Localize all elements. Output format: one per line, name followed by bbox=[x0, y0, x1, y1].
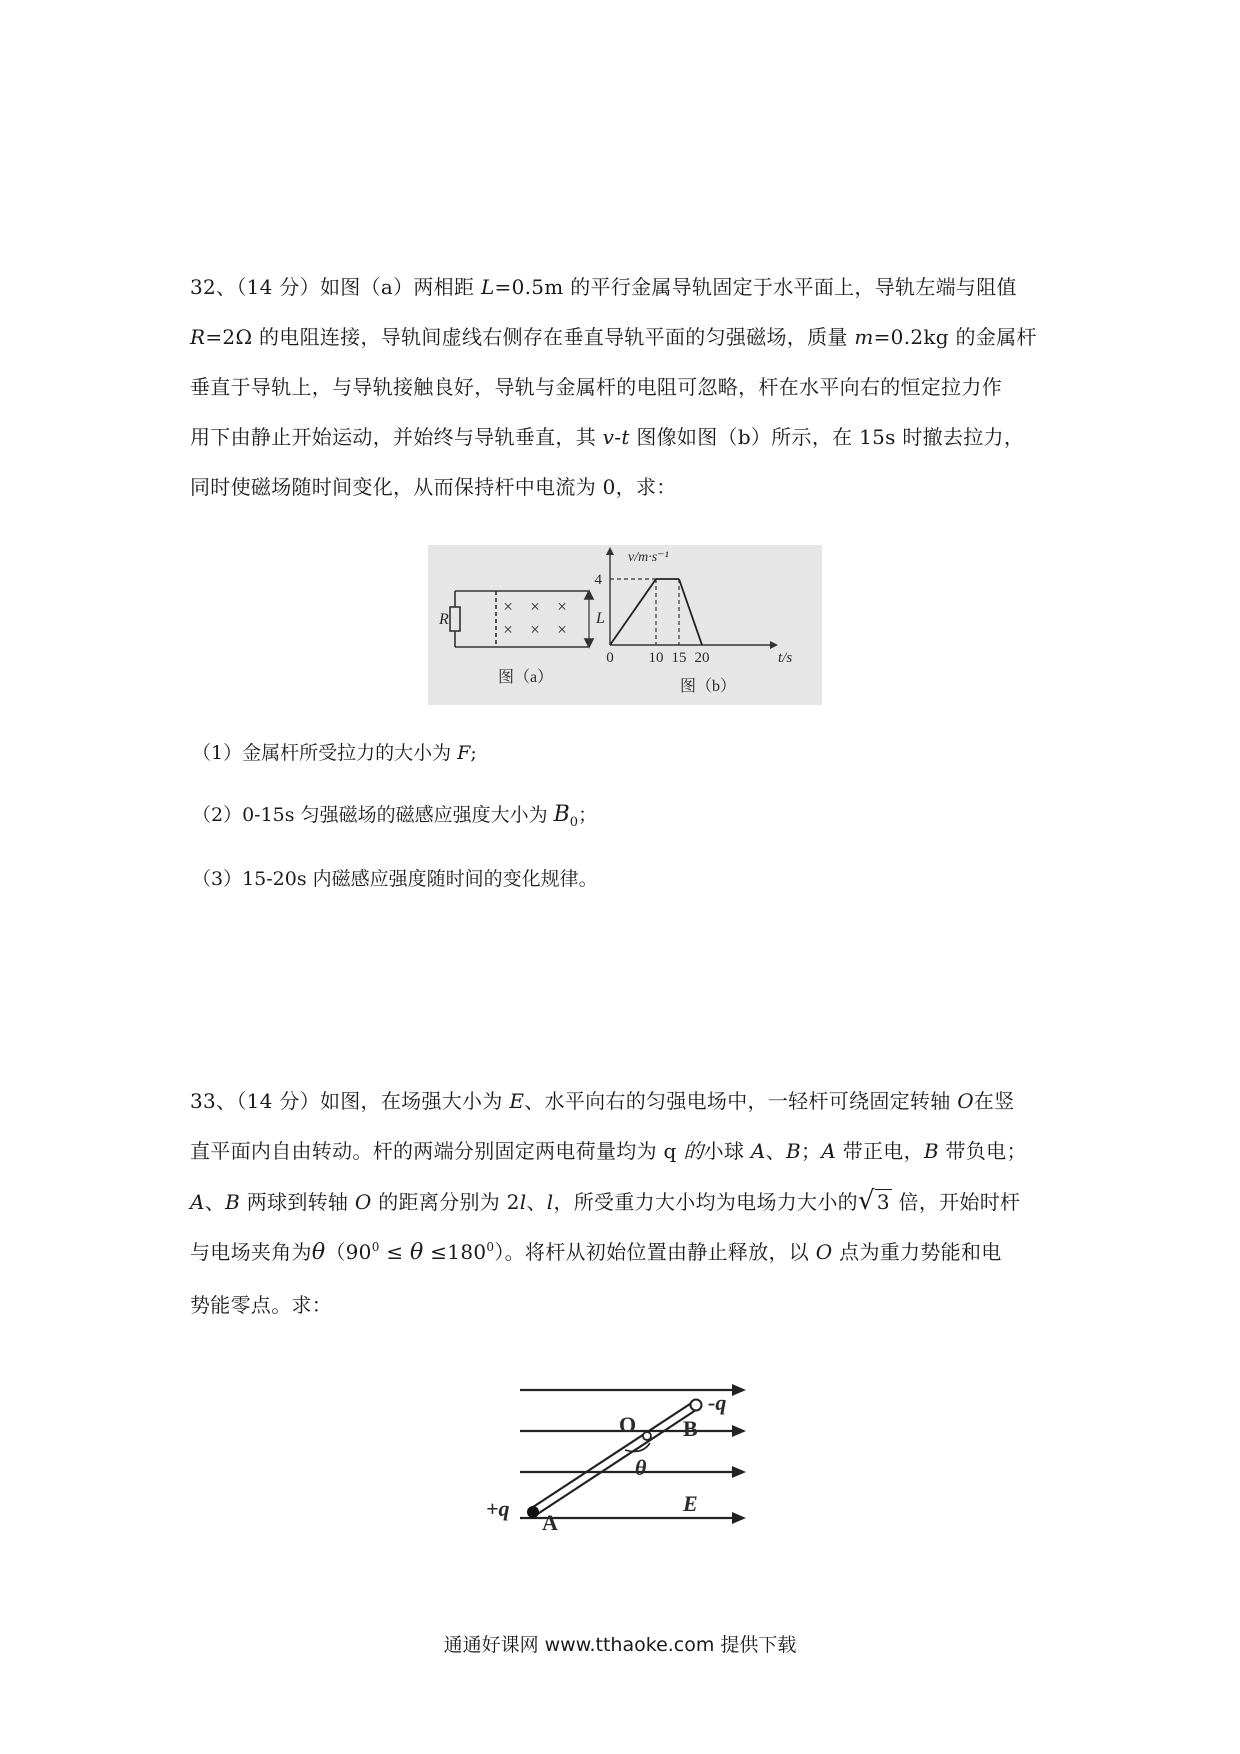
var-A: A bbox=[190, 1190, 205, 1214]
resistor-label: R bbox=[439, 611, 449, 628]
q32-line-5: 同时使磁场随时间变化，从而保持杆中电流为 0，求： bbox=[190, 475, 677, 499]
text: 的 bbox=[683, 1139, 704, 1163]
text: ，所受重力大小均为电场力大小的 bbox=[553, 1190, 858, 1214]
radicand: 3 bbox=[876, 1190, 890, 1214]
rod bbox=[530, 1402, 699, 1515]
radical-sign: √ bbox=[857, 1186, 875, 1216]
var-m: m bbox=[854, 325, 874, 349]
var-A: A bbox=[821, 1139, 837, 1163]
text: 、 bbox=[765, 1139, 786, 1163]
arrowhead bbox=[732, 1384, 746, 1396]
text: =0.5m 的平行金属导轨固定于水平面上，导轨左端与阻值 bbox=[494, 275, 1017, 299]
caption-b: 图（b） bbox=[680, 678, 737, 695]
text: ； bbox=[578, 804, 598, 826]
var-B: B bbox=[553, 802, 570, 827]
text: ≤ bbox=[379, 1240, 411, 1264]
q32-item-3: （3）15-20s 内磁感应强度随时间的变化规律。 bbox=[192, 868, 598, 890]
var-theta: θ bbox=[311, 1240, 326, 1265]
var-B: B bbox=[923, 1139, 939, 1163]
q32-line-2 bbox=[190, 312, 1060, 362]
y-tick-label: 4 bbox=[594, 572, 602, 588]
var-vt: v-t bbox=[602, 425, 630, 449]
x-tick-label: 10 bbox=[648, 650, 664, 666]
var-L: L bbox=[480, 275, 495, 299]
var-A: A bbox=[750, 1139, 766, 1163]
text: ≤180 bbox=[423, 1240, 487, 1264]
text: （1）金属杆所受拉力的大小为 bbox=[192, 742, 458, 764]
q33-line-5: 势能零点。求： bbox=[190, 1293, 333, 1317]
x-tick-label: 15 bbox=[671, 650, 687, 666]
var-B: B bbox=[225, 1190, 241, 1214]
q33-figure bbox=[480, 1370, 750, 1550]
q32-stem bbox=[190, 262, 1060, 512]
arrowhead bbox=[732, 1512, 746, 1524]
width-label: L bbox=[596, 610, 605, 627]
q32-line-1 bbox=[190, 262, 1060, 312]
text: 倍，开始时杆 bbox=[891, 1190, 1021, 1214]
q32-item-2 bbox=[192, 800, 598, 830]
var-theta: θ bbox=[410, 1240, 424, 1265]
degree-superscript: 0 bbox=[371, 1240, 380, 1254]
text: 在竖 bbox=[973, 1089, 1015, 1113]
q32-line-3: 垂直于导轨上，与导轨接触良好，导轨与金属杆的电阻可忽略，杆在水平向右的恒定拉力作 bbox=[190, 375, 1002, 399]
var-l: l bbox=[546, 1190, 554, 1214]
x-tick-label: 20 bbox=[694, 650, 710, 666]
rod-edge bbox=[536, 1408, 699, 1515]
var-O: O bbox=[957, 1089, 974, 1113]
text: 点为重力势能和电 bbox=[832, 1240, 1002, 1264]
arrowhead bbox=[732, 1425, 746, 1437]
text: ； bbox=[800, 1139, 822, 1163]
x-tick-label: 0 bbox=[606, 650, 614, 666]
var-l: l bbox=[519, 1190, 527, 1214]
pivot-O bbox=[643, 1432, 651, 1440]
label-neg-q: -q bbox=[708, 1390, 727, 1415]
text: ）。将杆从初始位置由静止释放，以 bbox=[494, 1240, 816, 1264]
text: =2Ω 的电阻连接，导轨间虚线右侧存在垂直导轨平面的匀强磁场，质量 bbox=[205, 325, 855, 349]
degree-superscript: 0 bbox=[486, 1240, 495, 1254]
text: =0.2kg 的金属杆 bbox=[873, 325, 1037, 349]
text: 带正电， bbox=[836, 1139, 924, 1163]
q33-line-3 bbox=[190, 1176, 1060, 1227]
cross-mark: × bbox=[503, 620, 513, 639]
label-pos-q: +q bbox=[486, 1496, 510, 1521]
var-E: E bbox=[509, 1089, 525, 1113]
text: 直平面内自由转动。杆的两端分别固定两电荷量均为 q bbox=[190, 1139, 684, 1163]
subscript: 0 bbox=[569, 815, 579, 830]
text: 、 bbox=[204, 1190, 226, 1214]
q33-line-4 bbox=[190, 1227, 1060, 1280]
var-O: O bbox=[354, 1190, 372, 1214]
label-A: A bbox=[542, 1510, 558, 1535]
var-R: R bbox=[190, 325, 206, 349]
var-F: F bbox=[457, 742, 471, 764]
label-B: B bbox=[683, 1416, 698, 1441]
text: ; bbox=[470, 742, 477, 764]
q32-line-4 bbox=[190, 412, 1060, 462]
text: 32、（14 分）如图（a）两相距 bbox=[190, 275, 481, 299]
label-O: O bbox=[619, 1412, 637, 1437]
text: 33、（14 分）如图，在场强大小为 bbox=[190, 1089, 510, 1113]
q33-stem bbox=[190, 1076, 1060, 1330]
q33-line-2 bbox=[190, 1126, 1060, 1176]
text: 与电场夹角为 bbox=[190, 1240, 312, 1264]
x-axis-label: t/s bbox=[778, 650, 793, 666]
cross-mark: × bbox=[557, 597, 567, 616]
ball-B bbox=[691, 1400, 702, 1411]
text: （90 bbox=[325, 1240, 372, 1264]
sqrt-3 bbox=[858, 1176, 892, 1227]
field-arrowheads bbox=[732, 1384, 746, 1524]
text: 、水平向右的匀强电场中，一轻杆可绕固定转轴 bbox=[524, 1089, 958, 1113]
text: 的距离分别为 2 bbox=[371, 1190, 520, 1214]
footer-source: 通通好课网 www.tthaoke.com 提供下载 bbox=[443, 1634, 797, 1656]
q32-item-1 bbox=[192, 738, 477, 765]
cross-mark: × bbox=[557, 620, 567, 639]
cross-mark: × bbox=[530, 597, 540, 616]
y-axis-label: v/m·s⁻¹ bbox=[628, 550, 669, 565]
text: 图像如图（b）所示，在 15s 时撤去拉力， bbox=[629, 425, 1025, 449]
resistor bbox=[450, 607, 460, 631]
q33-line-1 bbox=[190, 1076, 1060, 1126]
text: 带负电； bbox=[938, 1139, 1027, 1163]
cross-mark: × bbox=[530, 620, 540, 639]
text: 小球 bbox=[703, 1139, 751, 1163]
text: 用下由静止开始运动，并始终与导轨垂直，其 bbox=[190, 425, 603, 449]
ball-A bbox=[527, 1506, 539, 1518]
arrowhead bbox=[732, 1466, 746, 1478]
text: 两球到转轴 bbox=[240, 1190, 355, 1214]
rod-edge bbox=[530, 1402, 693, 1509]
cross-mark: × bbox=[503, 597, 513, 616]
var-B: B bbox=[785, 1139, 801, 1163]
text: 、 bbox=[526, 1190, 547, 1214]
var-O: O bbox=[815, 1240, 833, 1264]
q32-figure bbox=[428, 545, 822, 705]
caption-a: 图（a） bbox=[498, 669, 554, 686]
label-E: E bbox=[683, 1491, 698, 1516]
text: （2）0-15s 匀强磁场的磁感应强度大小为 bbox=[192, 804, 554, 826]
label-theta: θ bbox=[635, 1455, 647, 1480]
